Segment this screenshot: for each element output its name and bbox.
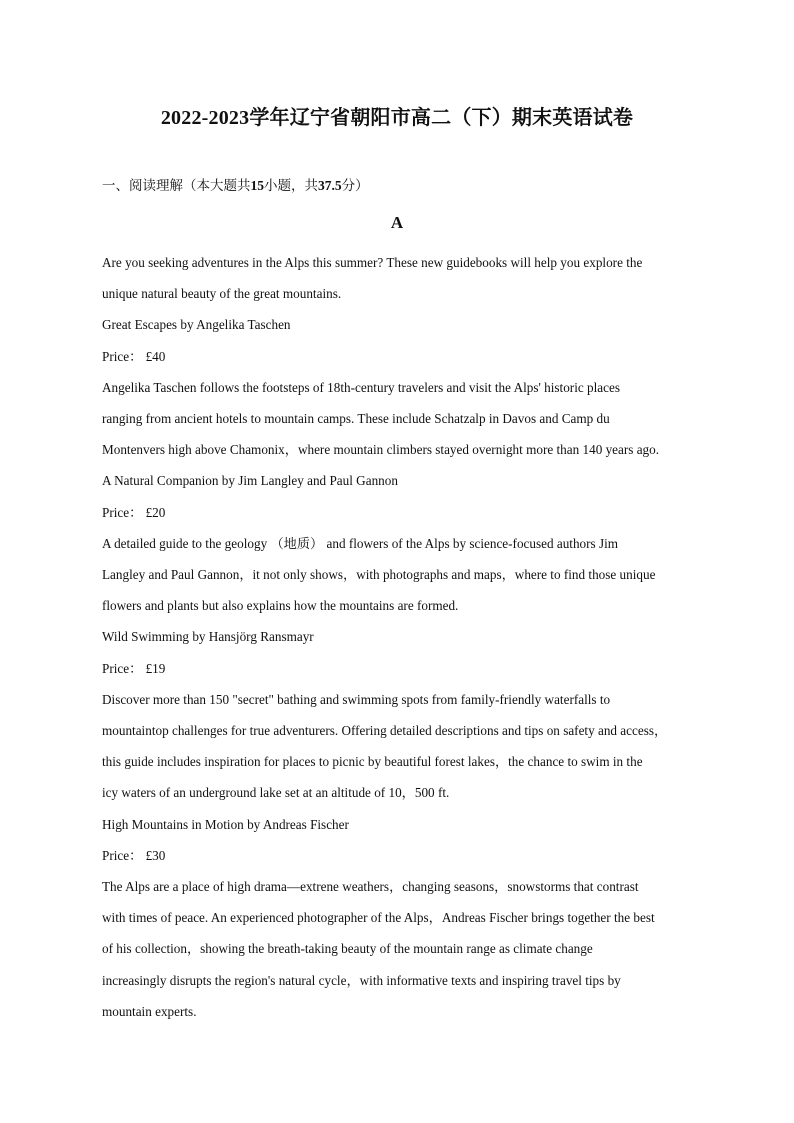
book-desc-line: A detailed guide to the geology （地质） and flowers of the Alps by science-focused authors Jim bbox=[102, 535, 619, 551]
book-desc-line: ranging from ancient hotels to mountain camps. These include Schatzalp in Davos and Camp du bbox=[102, 411, 610, 427]
book-price: Price： £19 bbox=[102, 660, 166, 676]
book-desc-line: mountaintop challenges for true adventurers. Offering detailed descriptions and tips on safety and access， bbox=[102, 723, 668, 739]
book-desc-line: with times of peace. An experienced photographer of the Alps，Andreas Fischer brings together the best bbox=[102, 910, 655, 926]
book-desc-line: Montenvers high above Chamonix，where mountain climbers stayed overnight more than 140 years ago. bbox=[102, 442, 660, 458]
book-desc-line: Discover more than 150 "secret" bathing and swimming spots from family-friendly waterfalls to bbox=[102, 691, 611, 707]
section-heading bbox=[102, 176, 369, 196]
section-suffix: 分） bbox=[341, 178, 369, 193]
book-heading: A Natural Companion by Jim Langley and Paul Gannon bbox=[102, 473, 398, 489]
section-prefix: 一、阅读理解（本大题共 bbox=[102, 178, 251, 193]
book-desc-line: mountain experts. bbox=[102, 1003, 197, 1019]
book-heading: Wild Swimming by Hansjörg Ransmayr bbox=[102, 629, 314, 645]
book-desc-line: Angelika Taschen follows the footsteps of 18th-century travelers and visit the Alps' historic places bbox=[102, 379, 620, 395]
intro-line: unique natural beauty of the great mountains. bbox=[102, 286, 342, 302]
exam-title: 2022-2023学年辽宁省朝阳市高二（下）期末英语试卷 bbox=[160, 107, 634, 129]
book-price: Price： £20 bbox=[102, 504, 166, 520]
book-heading: High Mountains in Motion by Andreas Fischer bbox=[102, 816, 349, 832]
total-score: 37.5 bbox=[318, 178, 342, 193]
passage-label: A bbox=[390, 213, 404, 232]
book-desc-line: The Alps are a place of high drama—extrene weathers，changing seasons，snowstorms that contrast bbox=[102, 879, 639, 895]
book-desc-line: increasingly disrupts the region's natural cycle，with informative texts and inspiring travel tips by bbox=[102, 972, 621, 988]
intro-line: Are you seeking adventures in the Alps this summer? These new guidebooks will help you explore the bbox=[102, 255, 643, 270]
question-count: 15 bbox=[250, 178, 264, 193]
book-desc-line: of his collection，showing the breath-taking beauty of the mountain range as climate change bbox=[102, 941, 593, 957]
book-desc-line: icy waters of an underground lake set at an altitude of 10，500 ft. bbox=[102, 785, 450, 801]
book-desc-line: this guide includes inspiration for places to picnic by beautiful forest lakes，the chance to swim in the bbox=[102, 754, 643, 770]
section-middle: 小题，共 bbox=[264, 178, 318, 193]
book-desc-line: Langley and Paul Gannon，it not only shows，with photographs and maps，where to find those unique bbox=[102, 567, 656, 583]
book-heading: Great Escapes by Angelika Taschen bbox=[102, 317, 291, 333]
book-desc-line: flowers and plants but also explains how the mountains are formed. bbox=[102, 598, 459, 614]
book-price: Price： £30 bbox=[102, 847, 166, 863]
passage-body bbox=[102, 247, 702, 1027]
book-price: Price： £40 bbox=[102, 348, 166, 364]
